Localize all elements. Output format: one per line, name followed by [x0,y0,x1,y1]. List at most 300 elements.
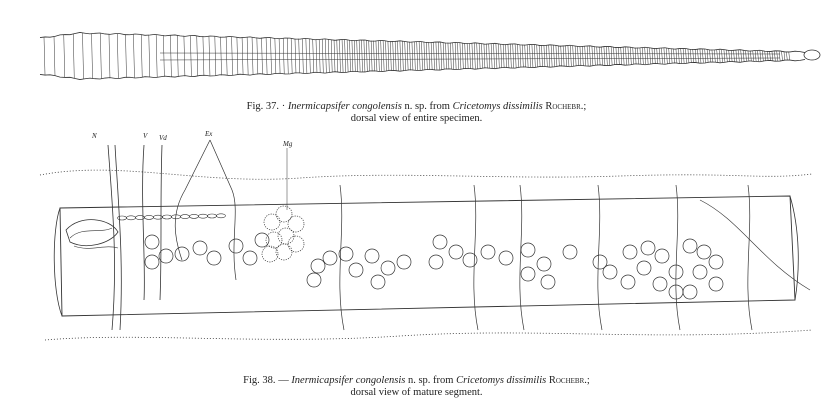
worm-segment-line [362,40,363,71]
egg-capsule [323,251,337,265]
worm-segment-line [109,34,110,78]
worm-segment-line [580,46,581,66]
worm-segment-line [729,50,730,62]
vas-deferens-coil [208,214,217,218]
worm-segment-line [489,44,490,69]
worm-segment-line [313,39,314,73]
worm-segment-line [232,37,233,75]
egg-capsule [381,261,395,275]
worm-segment-line [503,44,504,68]
worm-segment-line [283,38,284,73]
worm-segment-line [532,45,533,67]
worm-segment-line [772,51,773,61]
worm-segment-line [566,46,567,67]
worm-segment-line [570,46,571,66]
worm-segment-line [247,37,248,74]
worm-segment-line [494,44,495,68]
worm-segment-line [209,36,210,75]
worm-segment-line [262,38,263,74]
worm-segment-line [544,45,545,67]
worm-segment-line [700,49,701,62]
worm-segment-line [774,51,775,61]
worm-segment-line [542,45,543,67]
worm-segment-line [710,50,711,63]
worm-segment-line [73,34,74,79]
worm-segment-line [163,35,164,77]
worm-segment-line [618,47,619,65]
egg-capsule [175,247,189,261]
worm-segment-line [470,43,471,69]
worm-segment-line [539,45,540,67]
worm-segment-line [352,40,353,72]
egg-capsule [307,273,321,287]
egg-capsule [481,245,495,259]
worm-segment-line [226,37,227,75]
worm-segment-line [376,41,377,71]
worm-segment-line [462,43,463,69]
egg-capsule [193,241,207,255]
worm-segment-line [350,40,351,72]
longitudinal-vessel [340,185,344,330]
worm-segment-line [474,43,475,68]
worm-segment-line [592,46,593,65]
gland-lobule [262,246,278,262]
vas-deferens-coil [145,215,154,219]
fig38-view: dorsal view of mature segment. [350,387,483,398]
worm-segment-line [513,44,514,67]
egg-capsule [683,239,697,253]
vas-deferens-coil [199,214,208,218]
worm-segment-line [650,48,651,64]
worm-segment-line [635,48,636,65]
worm-segment-line [345,40,346,72]
egg-capsule [563,245,577,259]
egg-capsule [311,259,325,273]
worm-segment-line [609,47,610,65]
worm-segment-line [479,43,480,68]
worm-segment-line [426,42,427,70]
worm-segment-line [527,45,528,68]
worm-segment-line [117,34,118,78]
worm-segment-line [676,49,677,64]
worm-segment-line [400,41,401,70]
worm-segment-line [424,42,425,70]
vas-deferens-coil [118,216,127,220]
worm-segment-line [149,35,150,77]
worm-segment-line [734,50,735,62]
worm-segment-line [686,49,687,63]
worm-segment-line [606,47,607,65]
label-ex: Ex [205,130,213,138]
label-v: V [143,132,148,140]
worm-segment-line [472,43,473,68]
worm-segment-line [777,51,778,60]
worm-segment-line [453,43,454,69]
worm-segment-line [587,46,588,65]
worm-segment-line [390,41,391,71]
worm-segment-line [177,36,178,77]
worm-segment-line [726,50,727,62]
worm-segment-line [561,46,562,67]
vessel-vd [160,145,162,300]
worm-segment-line [354,40,355,72]
worm-segment-line [654,48,655,64]
worm-segment-line [678,49,679,64]
worm-segment-line [302,39,303,73]
worm-segment-line [693,49,694,63]
worm-segment-line [762,51,763,61]
gland-lobule [288,236,304,252]
worm-segment-line [279,38,280,73]
worm-segment-line [616,47,617,65]
worm-segment-line [712,50,713,63]
worm-segment-line [746,50,747,61]
worm-segment-line [446,43,447,70]
worm-segment-line [455,43,456,69]
worm-segment-line [405,42,406,71]
egg-capsule [397,255,411,269]
worm-segment-line [554,45,555,66]
worm-segment-line [738,50,739,61]
worm-segment-line [237,37,238,75]
longitudinal-vessel [598,185,602,330]
egg-capsule [463,253,477,267]
worm-segment-line [755,51,756,62]
worm-segment-line [184,36,185,76]
worm-segment-line [695,49,696,63]
worm-segment-line [460,43,461,69]
worm-segment-line [369,41,370,72]
worm-segment-line [133,34,134,77]
egg-capsule [229,239,243,253]
worm-segment-line [690,49,691,63]
egg-capsule [433,235,447,249]
fig38-caption [0,375,833,399]
worm-segment-line [393,41,394,71]
worm-segment-line [702,49,703,62]
egg-capsule [709,277,723,291]
worm-segment-line [347,40,348,72]
worm-segment-line [659,48,660,64]
worm-segment-line [760,51,761,61]
worm-segment-line [221,37,222,76]
worm-segment-line [275,38,276,74]
fig37-nsp: n. sp. from [404,101,450,112]
egg-capsule [693,265,707,279]
worm-segment-line [306,39,307,73]
worm-segment-line [295,39,296,74]
nerve-cord [115,145,121,330]
worm-segment-line [431,42,432,70]
worm-segment-line [717,50,718,63]
longitudinal-vessel [676,185,680,330]
worm-segment-line [741,50,742,61]
fig37-view: dorsal view of entire specimen. [350,113,483,124]
worm-segment-line [54,36,55,76]
worm-segment-line [626,47,627,64]
egg-capsule [243,251,257,265]
worm-segment-line [410,42,411,71]
fig37-caption [0,101,833,125]
worm-segment-line [291,39,292,74]
vas-deferens-coil [163,215,172,219]
fig38-species: Inermicapsifer congolensis [291,375,406,386]
worm-segment-line [484,44,485,69]
worm-segment-line [599,47,600,66]
egg-capsule [697,245,711,259]
fig38-dash: — [278,375,289,386]
worm-segment-line [319,39,320,72]
gland-lobule [276,244,292,260]
worm-segment-line [602,47,603,66]
worm-segment-line [339,40,340,72]
worm-segment-line [525,45,526,68]
egg-capsule [145,235,159,249]
worm-segment-line [126,34,127,78]
worm-segment-line [419,42,420,70]
worm-segment-line [325,39,326,72]
label-vd: Vd [159,134,167,142]
worm-segment-line [357,40,358,71]
worm-segment-line [549,45,550,66]
worm-segment-line [534,45,535,67]
worm-segment-line [331,40,332,73]
worm-segment-line [450,43,451,70]
worm-segment-line [782,51,783,60]
worm-segment-line [657,48,658,64]
gland-lobule [278,228,294,244]
worm-segment-line [309,39,310,73]
worm-segment-line [633,47,634,64]
egg-capsule [637,261,651,275]
worm-segment-line [743,50,744,61]
vas-deferens-coil [181,215,190,219]
worm-segment-line [698,49,699,63]
worm-segment-line [482,44,483,69]
worm-segment-line [621,47,622,65]
worm-segment-line [506,44,507,68]
worm-segment-line [322,39,323,72]
gland-lobule [266,232,282,248]
worm-segment-line [299,39,300,73]
egg-capsule [499,251,513,265]
worm-segment-line [628,47,629,64]
worm-segment-line [779,51,780,60]
worm-segment-line [551,45,552,66]
worm-segment-line [383,41,384,71]
worm-segment-line [558,46,559,67]
worm-segment-line [638,48,639,65]
worm-segment-line [381,41,382,71]
worm-segment-line [359,40,360,71]
worm-segment-line [215,37,216,76]
worm-segment-line [83,33,84,79]
longitudinal-vessel [748,185,752,330]
worm-segment-line [719,50,720,62]
worm-segment-line [458,43,459,69]
worm-segment-line [436,42,437,69]
fig38-authority: Rochebr.; [548,375,590,386]
worm-segment-line [753,51,754,62]
worm-segment-line [316,39,317,73]
worm-segment-line [334,40,335,73]
worm-segment-line [498,44,499,68]
worm-segment-line [515,44,516,67]
egg-capsule [623,245,637,259]
worm-segment-line [414,42,415,70]
egg-capsule [365,249,379,263]
worm-segment-line [417,42,418,70]
worm-segment-line [573,46,574,66]
fig38-structure-labels [91,130,293,148]
worm-segment-line [731,50,732,62]
worm-segment-line [429,42,430,70]
worm-segment-line [597,47,598,66]
worm-segment-line [156,35,157,77]
worm-segment-line [371,41,372,72]
segment-outer-edge-bottom [45,330,812,340]
worm-segment-line [522,45,523,68]
worm-segment-line [707,49,708,62]
worm-segment-line [662,48,663,64]
egg-capsule [449,245,463,259]
egg-capsule [541,275,555,289]
worm-segment-line [714,50,715,63]
worm-segment-line [770,51,771,61]
gland-lobule [288,216,304,232]
fig37-host: Cricetomys dissimilis [452,101,543,112]
cirrus-pouch [66,220,118,246]
vessel-v [143,145,145,300]
worm-segment-line [252,38,253,75]
fig37-label: Fig. 37. [246,101,280,112]
worm-segment-line [578,46,579,66]
egg-capsule [621,275,635,289]
worm-segment-line [546,45,547,67]
worm-segment-line [398,41,399,70]
worm-segment-line [386,41,387,71]
worm-segment-line [585,46,586,66]
worm-segment-line [575,46,576,66]
worm-segment-line [378,41,379,71]
worm-segment-line [374,41,375,72]
worm-segment-line [666,48,667,63]
worm-segment-line [477,43,478,68]
worm-segment-line [767,51,768,61]
worm-segment-line [422,42,423,70]
egg-capsule [521,243,535,257]
worm-segment-line [623,47,624,65]
worm-segment-line [642,48,643,65]
fig38-caption-line1 [0,375,833,387]
fig37-dash: · [281,101,286,112]
worm-segment-line [789,52,790,61]
worm-segment-line [491,44,492,68]
worm-segment-line [630,47,631,64]
worm-segment-line [568,46,569,66]
worm-segment-line [496,44,497,68]
label-mg: Mg [283,140,293,148]
worm-segment-line [170,35,171,76]
fig38-nsp: n. sp. from [407,375,454,386]
worm-segment-line [266,38,267,74]
egg-capsule [349,263,363,277]
worm-segment-line [190,36,191,76]
worm-segment-line [590,46,591,65]
egg-capsule [371,275,385,289]
worm-segment-line [683,49,684,63]
segment-outer-edge-top [40,170,812,179]
worm-segment-line [784,51,785,60]
worm-segment-line [407,42,408,71]
worm-segment-line [197,36,198,76]
egg-capsule [653,277,667,291]
egg-capsule [683,285,697,299]
vas-deferens-coil [190,214,199,218]
worm-segment-line [520,45,521,68]
worm-segment-line [611,47,612,65]
worm-segment-line [518,44,519,67]
worm-segment-line [758,51,759,61]
worm-segment-line [724,50,725,62]
longitudinal-vessel [520,185,524,330]
worm-segment-line [594,46,595,65]
worm-segment-line [582,46,583,66]
egg-capsule [521,267,535,281]
worm-segment-line [443,43,444,70]
egg-capsule [641,241,655,255]
worm-segment-line [203,36,204,75]
egg-capsule [603,265,617,279]
worm-segment-line [486,44,487,69]
worm-segment-line [100,34,101,79]
worm-segment-line [750,51,751,62]
worm-segment-line [736,50,737,62]
egg-capsule [255,233,269,247]
worm-segment-line [510,44,511,67]
worm-segment-line [366,41,367,72]
worm-segment-line [342,40,343,72]
worm-segment-line [465,43,466,69]
worm-segment-line [271,38,272,74]
worm-segment-line [688,49,689,63]
worm-segment-line [287,38,288,73]
worm-segment-line [388,41,389,71]
nerve-cord [108,145,115,330]
fig38-host: Cricetomys dissimilis [456,375,547,386]
worm-segment-line [669,48,670,63]
worm-scolex [804,50,820,60]
worm-segment-line [328,40,329,73]
fig37-caption-line1 [0,101,833,113]
worm-segment-line [537,45,538,67]
egg-capsule [655,249,669,263]
worm-segment-line [364,40,365,71]
fig37-entire-specimen-drawing [40,32,820,79]
longitudinal-vessel [474,185,478,330]
worm-segment-line [664,48,665,63]
worm-segment-line [748,51,749,62]
segment-body [60,196,795,316]
egg-capsule [537,257,551,271]
worm-segment-line [441,42,442,69]
worm-segment-line [671,48,672,63]
worm-segment-line [467,43,468,69]
label-n: N [92,132,97,140]
worm-segment-line [674,49,675,64]
worm-segment-line [141,35,142,78]
worm-segment-line [337,40,338,72]
